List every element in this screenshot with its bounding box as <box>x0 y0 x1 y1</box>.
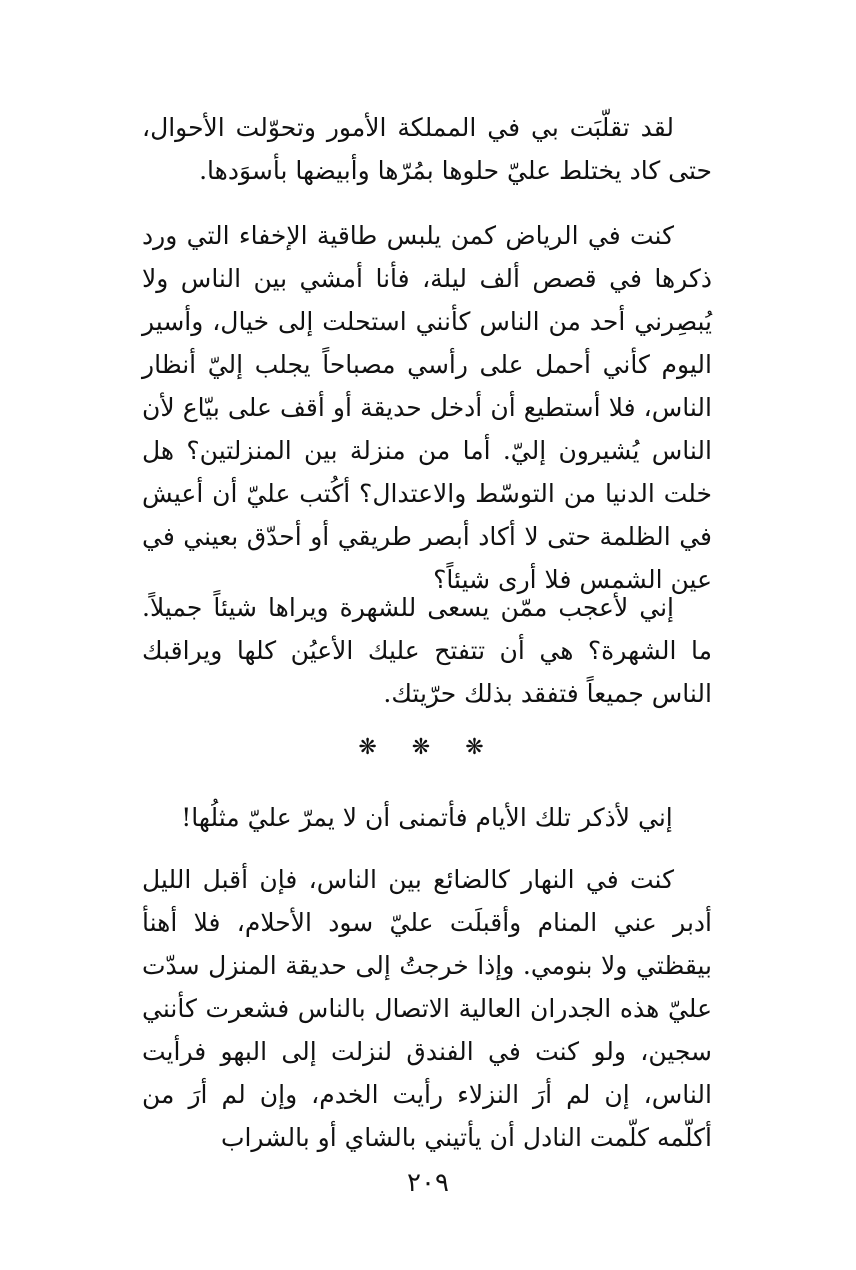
exclamation-line: إني لأذكر تلك الأيام فأتمنى أن لا يمرّ عليّ مثلُها! <box>181 803 673 832</box>
section-separator: ❋ ❋ ❋ <box>358 735 498 760</box>
paragraph-3: إني لأعجب ممّن يسعى للشهرة ويراها شيئاً جميلاً. ما الشهرة؟ هي أن تتفتح عليك الأعيُن كلها ويراقبك الناس جميعاً فتفقد بذلك حرّيتك. <box>142 593 712 708</box>
paragraph-1-block <box>142 106 712 192</box>
paragraph-1: لقد تقلّبَت بي في المملكة الأمور وتحوّلت الأحوال، حتى كاد يختلط عليّ حلوها بمُرّها وأبيضها بأسوَدها. <box>142 113 712 185</box>
page-number: ٢٠٩ <box>407 1168 449 1198</box>
paragraph-2-block <box>142 214 712 601</box>
paragraph-5-block <box>142 858 712 1159</box>
paragraph-3-block <box>142 586 712 715</box>
paragraph-5: كنت في النهار كالضائع بين الناس، فإن أقبل الليل أدبر عني المنام وأقبلَت عليّ سود الأحلام، فلا أهنأ بيقظتي ولا بنومي. وإذا خرجتُ إلى حديقة المنزل سدّت عليّ هذه الجدران العالية الاتصال بالناس فشعرت كأنني سجين، ولو كنت في الفندق لنزلت إلى البهو فرأيت الناس، إن لم أرَ النزلاء رأيت الخدم، وإن لم أرَ من أكلّمه كلّمت النادل أن يأتيني بالشاي أو بالشراب <box>142 865 712 1152</box>
paragraph-2: كنت في الرياض كمن يلبس طاقية الإخفاء التي ورد ذكرها في قصص ألف ليلة، فأنا أمشي بين الناس ولا يُبصِرني أحد من الناس كأنني استحلت إلى خيال، وأسير اليوم كأني أحمل على رأسي مصباحاً يجلب إليّ أنظار الناس، فلا أستطيع أن أدخل حديقة أو أقف على بيّاع لأن الناس يُشيرون إليّ. أما من منزلة بين المنزلتين؟ هل خلت الدنيا من التوسّط والاعتدال؟ أكُتب عليّ أن أعيش في الظلمة حتى لا أكاد أبصر طريقي أو أحدّق بعيني في عين الشمس فلا أرى شيئاً؟ <box>142 221 712 594</box>
